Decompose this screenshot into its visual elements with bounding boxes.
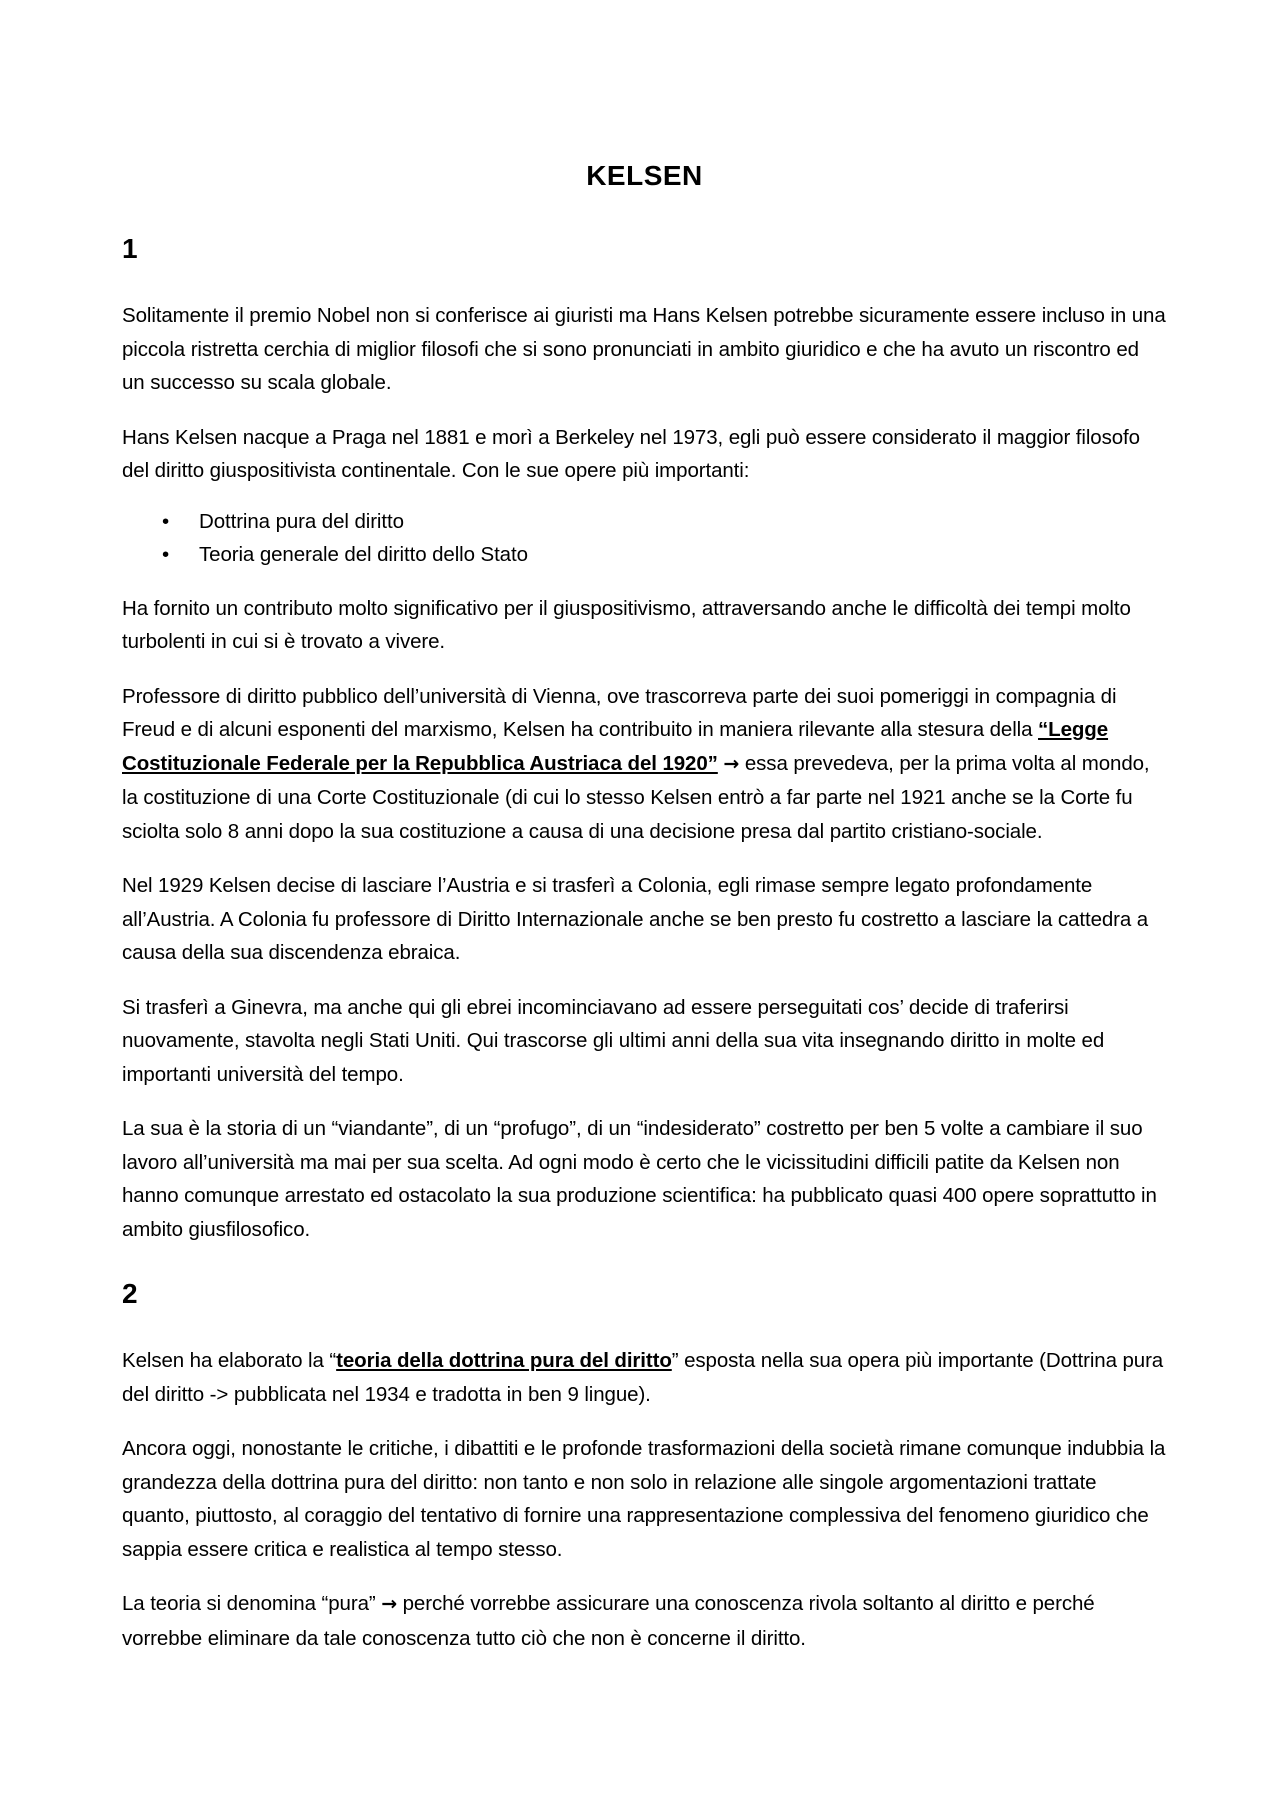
right-arrow-icon: → [723,752,740,775]
list-item [122,538,1167,572]
paragraph-vienna-text-b: essa prevedeva, per la prima volta al mondo, la costituzione di una Corte Costituzionale (di cui lo stesso Kelsen entrò a far parte nel 1921 anche se la Corte fu sciolta solo 8 anni dopo la sua costituzione a causa di una decisione presa dal partito cristiano-sociale. [122,751,1150,843]
paragraph-pure-meaning-text-b: perché vorrebbe assicurare una conoscenza rivola soltanto al diritto e perché vorrebbe eliminare da tale conoscenza tutto ciò che non è concerne il diritto. [122,1592,1095,1650]
works-list [122,505,1167,572]
section-1-heading: 1 [122,233,138,264]
right-arrow-icon: → [381,1593,398,1615]
paragraph-wanderer: La sua è la storia di un “viandante”, di un “profugo”, di un “indesiderato” costretto per ben 5 volte a cambiare il suo lavoro all’università ma mai per sua scelta. Ad ogni modo è certo che le vicissitudini difficili patite da Kelsen non hanno comunque arrestato ed ostacolato la sua produzione scientifica: ha pubblicato quasi 400 opere soprattutto in ambito giusfilosofico. [122,1117,1157,1241]
paragraph-cologne: Nel 1929 Kelsen decise di lasciare l’Austria e si trasferì a Colonia, egli rimase sempre legato profondamente all’Austria. A Colonia fu professore di Diritto Internazionale anche se ben presto fu costretto a lasciare la cattedra a causa della sua discendenza ebraica. [122,874,1149,964]
paragraph-pure-meaning [122,1587,1167,1655]
bullet-icon: • [162,509,170,533]
paragraph-contribution: Ha fornito un contributo molto significativo per il giuspositivismo, attraversando anche le difficoltà dei tempi molto turbolenti in cui si è trovato a vivere. [122,596,1131,653]
paragraph-pure-theory-text-b: ” esposta nella sua opera più importante (Dottrina pura del diritto -> pubblicata nel 1934 e tradotta in ben 9 lingue). [122,1349,1164,1406]
paragraph-geneva: Si trasferì a Ginevra, ma anche qui gli ebrei incominciavano ad essere perseguitati cos’ decide di traferirsi nuovamente, stavolta negli Stati Uniti. Qui trascorse gli ultimi anni della sua vita insegnando diritto in molte ed importanti università del tempo. [122,995,1105,1086]
paragraph-pure-theory [122,1344,1167,1411]
paragraph-intro: Solitamente il premio Nobel non si conferisce ai giuristi ma Hans Kelsen potrebbe sicuramente essere incluso in una piccola ristretta cerchia di miglior filosofi che si sono pronunciati in ambito giuridico e che ha avuto un riscontro ed un successo su scala globale. [122,304,1166,394]
paragraph-pure-meaning-text-a: La teoria si denomina “pura” [122,1592,382,1615]
document-body [122,158,1167,1676]
bullet-icon: • [162,543,170,566]
paragraph-greatness: Ancora oggi, nonostante le critiche, i dibattiti e le profonde trasformazioni della società rimane comunque indubbia la grandezza della dottrina pura del diritto: non tanto e non solo in relazione alle singole argomentazioni trattate quanto, piuttosto, al coraggio del tentativo di fornire una rappresentazione complessiva del fenomeno giuridico che sappia essere critica e realistica al tempo stesso. [122,1437,1166,1561]
section-2-heading: 2 [122,1278,138,1309]
constitution-law-title: “Legge Costituzionale Federale per la Repubblica Austriaca del 1920” [122,718,1109,775]
list-item-text: Dottrina pura del diritto [199,509,404,533]
paragraph-biography: Hans Kelsen nacque a Praga nel 1881 e morì a Berkeley nel 1973, egli può essere considerato il maggior filosofo del diritto giuspositivista continentale. Con le sue opere più importanti: [122,425,1140,482]
list-item [122,505,1167,539]
paragraph-vienna-text-a: Professore di diritto pubblico dell’università di Vienna, ove trascorreva parte dei suoi pomeriggi in compagnia di Freud e di alcuni esponenti del marxismo, Kelsen ha contribuito in maniera rilevante alla stesura della [122,684,1117,741]
paragraph-vienna [122,680,1167,849]
paragraph-pure-theory-text-a: Kelsen ha elaborato la “ [122,1349,337,1372]
document-title: KELSEN [586,160,703,191]
list-item-text: Teoria generale del diritto dello Stato [199,543,528,566]
pure-theory-term: teoria della dottrina pura del diritto [336,1349,672,1372]
